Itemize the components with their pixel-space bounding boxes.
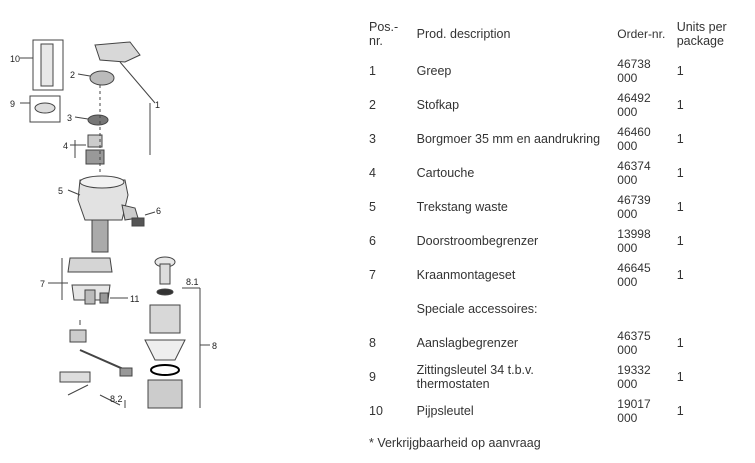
row-units: 1 <box>676 98 684 112</box>
row-units: 1 <box>676 268 684 282</box>
parts-table <box>365 14 750 428</box>
row-description: Zittingsleutel 34 t.b.v. thermostaten <box>416 363 534 391</box>
row-description: Borgmoer 35 mm en aandrukring <box>416 132 601 146</box>
row-order-nr: 46738 000 <box>617 57 651 85</box>
row-order-nr: 19017 000 <box>617 397 651 425</box>
row-order-nr: 13998 000 <box>617 227 651 255</box>
row-description: Trekstang waste <box>416 200 508 214</box>
row-description: Greep <box>416 64 452 78</box>
row-description: Doorstroombegrenzer <box>416 234 539 248</box>
row-pos: 1 <box>369 64 376 78</box>
table-row <box>365 258 750 292</box>
availability-footnote: * Verkrijgbaarheid op aanvraag <box>369 436 541 450</box>
callout-5: 5 <box>58 186 64 196</box>
row-description: Aanslagbegrenzer <box>416 336 519 350</box>
row-description: Stofkap <box>416 98 460 112</box>
callout-1: 1 <box>155 100 161 110</box>
row-pos: 8 <box>369 336 376 350</box>
callout-7: 7 <box>40 279 46 289</box>
row-description: Kraanmontageset <box>416 268 516 282</box>
callout-11: 11 <box>130 294 140 304</box>
row-order-nr: 19332 000 <box>617 363 651 391</box>
row-order-nr: 46374 000 <box>617 159 651 187</box>
table-row <box>365 326 750 360</box>
row-pos: 9 <box>369 370 376 384</box>
row-units: 1 <box>676 64 684 78</box>
callout-2: 2 <box>70 70 76 80</box>
parts-table-header <box>365 14 750 54</box>
row-units: 1 <box>676 336 684 350</box>
row-units: 1 <box>676 370 684 384</box>
table-row <box>365 190 750 224</box>
row-units: 1 <box>676 200 684 214</box>
row-pos: 3 <box>369 132 376 146</box>
table-row <box>365 88 750 122</box>
table-row <box>365 122 750 156</box>
exploded-view-svg <box>0 0 360 463</box>
header-units: Units per package <box>676 20 727 48</box>
row-order-nr: 46492 000 <box>617 91 651 119</box>
row-pos: 7 <box>369 268 376 282</box>
callout-10: 10 <box>10 54 21 64</box>
callout-9: 9 <box>10 99 16 109</box>
row-pos: 2 <box>369 98 376 112</box>
row-pos: 4 <box>369 166 376 180</box>
row-order-nr: 46375 000 <box>617 329 651 357</box>
accessories-heading: Speciale accessoires: <box>416 302 538 316</box>
table-row <box>365 360 750 394</box>
table-row <box>365 54 750 88</box>
table-row <box>365 156 750 190</box>
table-row <box>365 224 750 258</box>
accessories-heading-row <box>365 292 750 326</box>
callout-8-2: 8.2 <box>110 394 123 404</box>
header-description: Prod. description <box>416 27 511 41</box>
row-description: Pijpsleutel <box>416 404 474 418</box>
row-pos: 10 <box>369 404 383 418</box>
callout-6: 6 <box>156 206 162 216</box>
header-pos: Pos.-nr. <box>369 20 399 48</box>
table-row <box>365 394 750 428</box>
row-units: 1 <box>676 166 684 180</box>
callout-8-1: 8.1 <box>186 277 199 287</box>
row-order-nr: 46460 000 <box>617 125 651 153</box>
row-order-nr: 46645 000 <box>617 261 651 289</box>
row-order-nr: 46739 000 <box>617 193 651 221</box>
row-pos: 6 <box>369 234 376 248</box>
callout-3: 3 <box>67 113 73 123</box>
callout-4: 4 <box>63 141 69 151</box>
header-order-nr: Order-nr. <box>617 27 666 41</box>
row-units: 1 <box>676 132 684 146</box>
row-units: 1 <box>676 234 684 248</box>
row-description: Cartouche <box>416 166 475 180</box>
row-units: 1 <box>676 404 684 418</box>
callout-8: 8 <box>212 341 218 351</box>
exploded-view-drawing <box>0 0 360 463</box>
row-pos: 5 <box>369 200 376 214</box>
